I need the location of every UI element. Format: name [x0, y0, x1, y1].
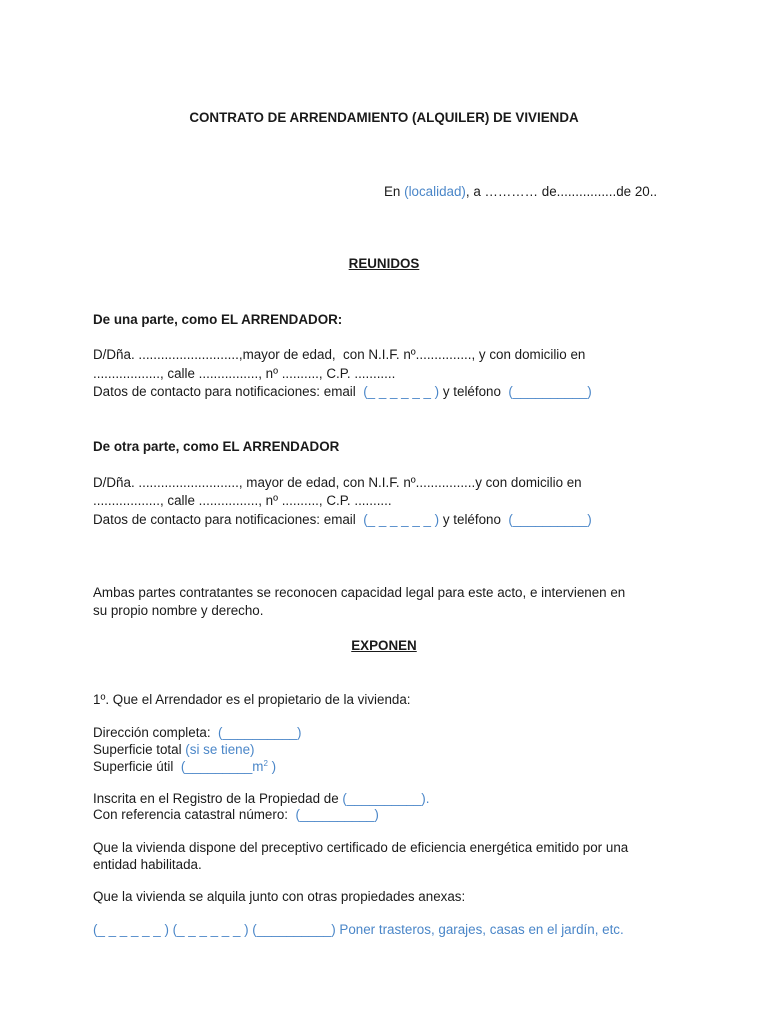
party1-heading: De una parte, como EL ARRENDADOR:: [93, 312, 343, 327]
useful-area-blank: [181, 759, 276, 774]
useful-area-label: Superficie útil: [93, 759, 181, 774]
total-area-line: [93, 741, 255, 759]
annex-blanks: (_ _ _ _ _ _ ) (_ _ _ _ _ _ ) (__________) Poner trasteros, garajes, casas en el jardín, etc.: [93, 922, 624, 937]
dateline-prefix: En: [384, 184, 405, 199]
energy-line1: Que la vivienda dispone del preceptivo certificado de eficiencia energética emitido por una: [93, 840, 629, 855]
address-label: Dirección completa:: [93, 725, 219, 740]
party1-line1: D/Dña. ...........................,mayor de edad, con N.I.F. nº..............., y con domicilio en: [93, 347, 586, 362]
capacity-line1: Ambas partes contratantes se reconocen capacidad legal para este acto, e intervienen en: [93, 585, 626, 600]
dateline-suffix: , a ………… de................de 20..: [465, 184, 658, 199]
party1-email-blank: (_ _ _ _ _ _ ): [363, 384, 440, 399]
address-blank: (__________): [218, 725, 302, 740]
capacity-line2: su propio nombre y derecho.: [93, 603, 264, 618]
party2-heading: De otra parte, como EL ARRENDADOR: [93, 439, 340, 454]
party2-phone-label: y teléfono: [439, 512, 509, 527]
locality-placeholder: (localidad): [404, 184, 466, 199]
cadastral-label: Con referencia catastral número:: [93, 807, 296, 822]
party1-contact-prefix: Datos de contacto para notificaciones: email: [93, 384, 364, 399]
document-title: CONTRATO DE ARRENDAMIENTO (ALQUILER) DE VIVIENDA: [189, 110, 579, 125]
useful-area-line: [93, 758, 276, 776]
party2-line2: .................., calle ................, nº .........., C.P. ..........: [93, 493, 392, 508]
party2-contact-prefix: Datos de contacto para notificaciones: email: [93, 512, 364, 527]
energy-line2: entidad habilitada.: [93, 857, 202, 872]
registry-blank: (__________).: [342, 791, 430, 806]
party1-line2: .................., calle ................, nº .........., C.P. ...........: [93, 366, 396, 381]
total-area-label: Superficie total: [93, 742, 186, 757]
annex-line: Que la vivienda se alquila junto con otras propiedades anexas:: [93, 889, 466, 904]
address-line: [93, 724, 301, 742]
exponen-heading: EXPONEN: [351, 638, 417, 653]
registry-label: Inscrita en el Registro de la Propiedad de: [93, 791, 343, 806]
square-superscript: 2: [263, 759, 268, 768]
reunidos-heading: REUNIDOS: [348, 256, 420, 271]
useful-area-blank-text: (_________m: [180, 759, 264, 774]
party1-phone-label: y teléfono: [439, 384, 509, 399]
point1-text: 1º. Que el Arrendador es el propietario de la vivienda:: [93, 692, 411, 707]
party2-email-blank: (_ _ _ _ _ _ ): [363, 512, 440, 527]
total-area-note: (si se tiene): [185, 742, 255, 757]
party2-contact: [93, 511, 592, 529]
cadastral-line: [93, 806, 379, 824]
party2-line1: D/Dña. ..........................., mayor de edad, con N.I.F. nº................y con domicilio en: [93, 475, 582, 490]
party1-phone-blank: (__________): [508, 384, 592, 399]
party2-phone-blank: (__________): [508, 512, 592, 527]
dateline: [384, 183, 657, 201]
party1-contact: [93, 383, 592, 401]
cadastral-blank: (__________): [295, 807, 379, 822]
useful-area-close: ): [267, 759, 277, 774]
